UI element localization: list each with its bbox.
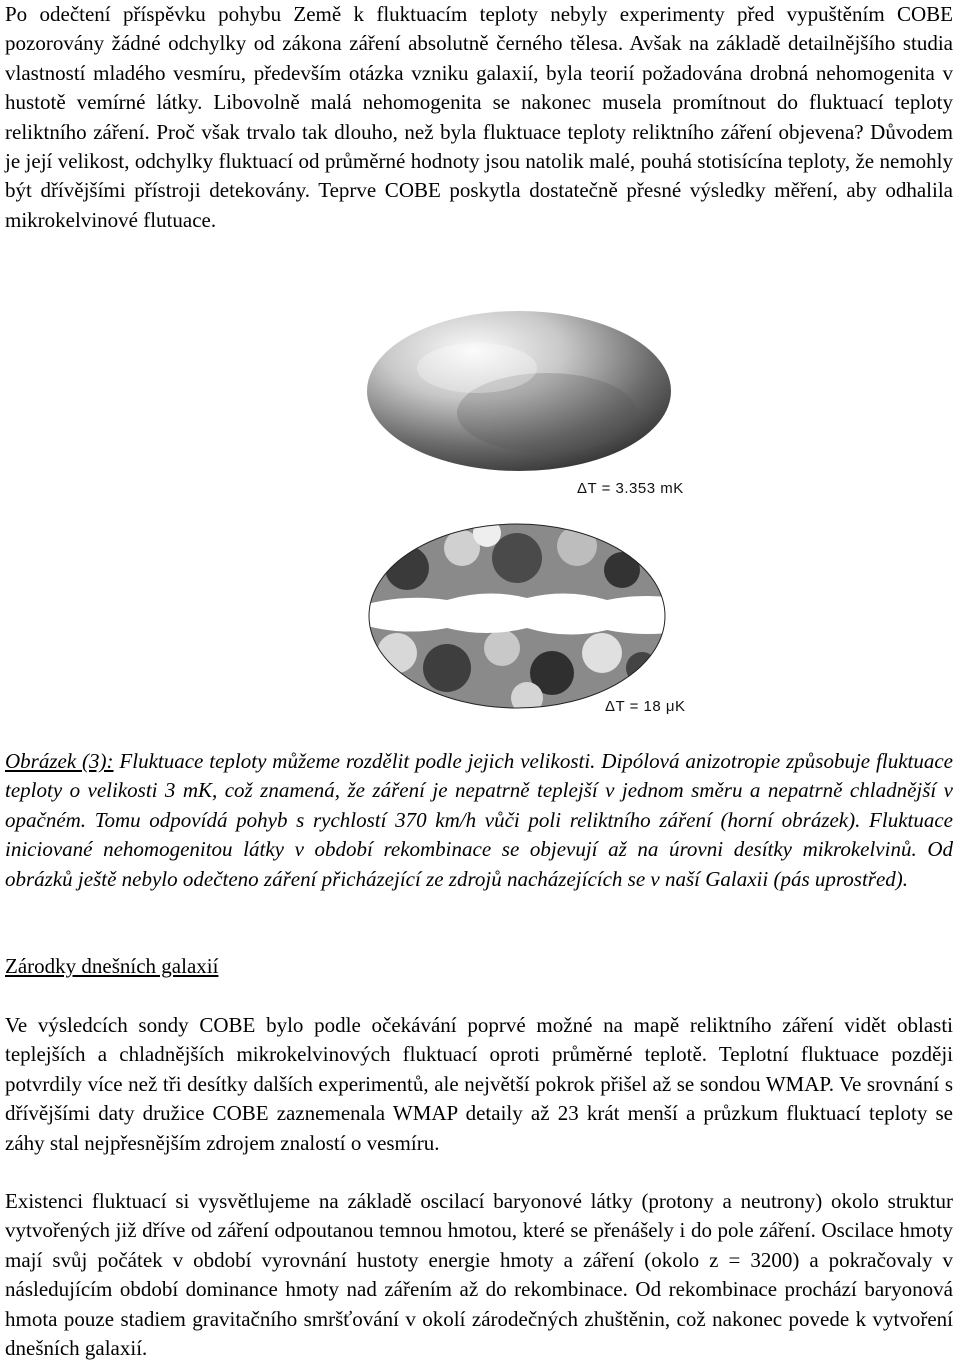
caption-reference: Obrázek (3): [5,749,114,773]
dipole-map [367,311,671,471]
section-heading: Zárodky dnešních galaxií [5,954,219,978]
sky-maps-svg [367,308,709,720]
caption-text: Fluktuace teploty můžeme rozdělit podle jejich velikosti. Dipólová anizotropie způsobuje fluktuace teploty o velikosti 3 mK, což znamená, že záření je nepatrně teplejší v jednom směru a nepatrně chladnější v opačném. Tomu odpovídá pohyb s rychlostí 370 km/h vůči poli reliktního záření (horní obrázek). Fluktuace iniciované nehomogenitou látky v období rekombinace se objevují až na úrovni desítky mikrokelvinů. Od obrázků ještě nebylo odečteno záření přicházející ze zdrojů nacházejících se v naší Galaxii (pás uprostřed). [5,749,953,891]
paragraph-wmap: Ve výsledcích sondy COBE bylo podle očekávání poprvé možné na mapě reliktního záření vidět oblasti teplejších a chladnějších mikrokelvinových fluktuací oproti průměrné teplotě. Teplotní fluktuace později potvrdily více než tři desítky dalších experimentů, ale největší pokrok přišel až se sondou WMAP. Ve srovnání s dřívějšími daty družice COBE zaznemenala WMAP detaily až 23 krát menší a průzkum fluktuací teploty se záhy stal nejpřesnějším zdrojem znalostí o vesmíru. [5,1013,953,1155]
fluctuation-map [367,518,687,718]
intro-paragraph: Po odečtení příspěvku pohybu Země k fluktuacím teploty nebyly experimenty před vypuštěním COBE pozorovány žádné odchylky od zákona záření absolutně černého tělesa. Avšak na základě detailnějšího studia vlastností mladého vesmíru, především otázka vzniku galaxií, byla teorií požadována drobná nehomogenita v hustotě vemírné látky. Libovolně malá nehomogenita se nakonec musela promítnout do fluktuací teploty reliktního záření. Proč však trvalo tak dlouho, než byla fluktuace teploty reliktního záření objevena? Důvodem je její velikost, odchylky fluktuací od průměrné hodnoty jsou natolik malé, pouhá stotisícína teploty, že nemohly být dřívějšími přístroji detekovány. Teprve COBE poskytla dostatečně přesné výsledky měření, aby odhalila mikrokelvinové flutuace. [5,2,953,232]
fluctuation-delta-t-label: ΔT = 18 μK [605,698,686,715]
figure-caption [5,747,953,894]
cobe-sky-maps-figure [367,308,709,720]
paragraph-oscillations: Existenci fluktuací si vysvětlujeme na základě oscilací baryonové látky (protony a neutrony) okolo struktur vytvořených již dříve od záření odpoutanou temnou hmotou, které se přenášely i do pole záření. Oscilace hmoty mají svůj počátek v období vyrovnání hustoty energie hmoty a záření (okolo z = 3200) a pokračovaly v následujícím období dominance hmoty nad zářením až do rekombinace. Od rekombinace prochází baryonová hmota pouze stadiem gravitačního smršťování v okolí zárodečných zhuštěnin, což nakonec povede k vytvoření dnešních galaxií. [5,1189,953,1361]
dipole-delta-t-label: ΔT = 3.353 mK [577,480,684,497]
